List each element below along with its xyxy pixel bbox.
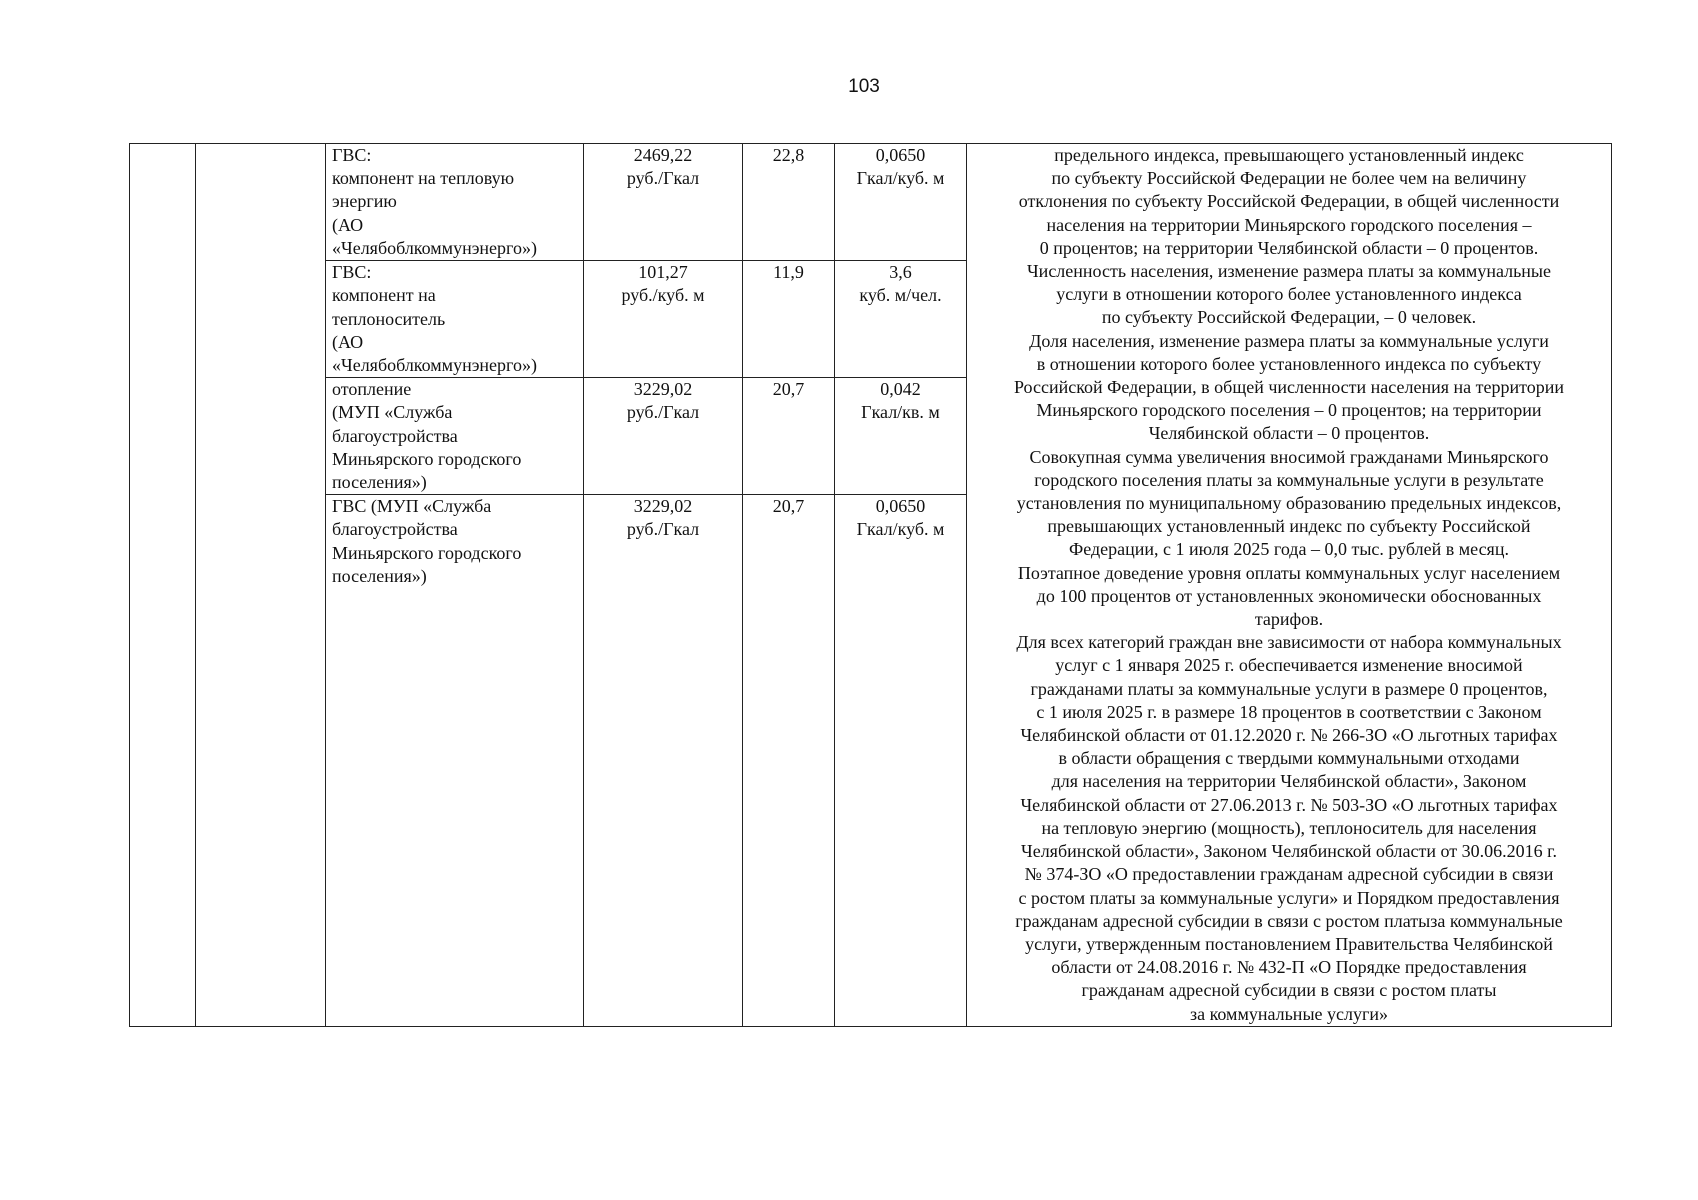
service-line: (МУП «Служба (332, 402, 453, 423)
service-line: теплоноситель (332, 308, 446, 329)
note-line: в области обращения с твердыми коммунальными отходами (1058, 748, 1520, 769)
norm-value: 0,0650 (875, 496, 926, 517)
note-line: отклонения по субъекту Российской Федерации, в общей численности (1018, 191, 1560, 212)
norm-value: 3,6 (889, 262, 912, 283)
note-cell (967, 144, 1612, 1027)
service-line: Миньярского городского (332, 448, 522, 469)
service-line: поселения») (332, 472, 427, 492)
empty-cell-b (196, 144, 326, 1027)
service-line: Миньярского городского (332, 542, 522, 563)
note-line: тарифов. (1254, 609, 1324, 630)
service-line: благоустройства (332, 519, 458, 540)
note-line: установления по муниципальному образованию предельных индексов, (1016, 493, 1562, 514)
note-line: населения на территории Миньярского городского поселения – (1046, 214, 1532, 235)
service-cell (326, 144, 584, 261)
note-line: Для всех категорий граждан вне зависимости от набора коммунальных (1016, 632, 1562, 653)
tariff-unit: руб./Гкал (626, 168, 700, 189)
tariff-value: 2469,22 (633, 145, 693, 165)
service-line: (АО (332, 214, 364, 235)
growth-cell (743, 261, 835, 378)
growth-cell (743, 378, 835, 495)
tariff-value: 101,27 (638, 262, 688, 283)
service-line: (АО (332, 331, 364, 352)
tariff-value: 3229,02 (633, 379, 693, 400)
service-cell (326, 261, 584, 378)
service-cell (326, 378, 584, 495)
note-line: услуги, утвержденным постановлением Правительства Челябинской (1025, 933, 1553, 954)
tariff-cell (584, 378, 743, 495)
table-row (130, 144, 1612, 261)
norm-unit: Гкал/куб. м (856, 168, 945, 189)
service-line: отопление (332, 379, 412, 400)
tariff-cell (584, 495, 743, 1026)
note-line: Челябинской области», Законом Челябинской области от 30.06.2016 г. (1021, 841, 1557, 862)
service-line: ГВС (МУП «Служба (332, 496, 492, 517)
note-line: услуг с 1 января 2025 г. обеспечивается изменение вносимой (1055, 655, 1523, 676)
note-line: в отношении которого более установленного индекса по субъекту (1036, 353, 1542, 374)
norm-cell (835, 495, 967, 1026)
note-line: по субъекту Российской Федерации не более чем на величину (1051, 168, 1527, 189)
growth-value: 20,7 (772, 496, 805, 517)
note-line: Российской Федерации, в общей численности населения на территории (1013, 377, 1565, 398)
norm-value: 0,0650 (875, 145, 926, 165)
note-line: до 100 процентов от установленных экономически обоснованных (1036, 585, 1542, 606)
tariff-unit: руб./куб. м (621, 285, 705, 306)
note-line: Совокупная сумма увеличения вносимой гражданами Миньярского (1029, 446, 1549, 467)
growth-cell (743, 144, 835, 261)
tariff-cell (584, 261, 743, 378)
norm-unit: Гкал/кв. м (861, 402, 940, 423)
note-line: Челябинской области – 0 процентов. (1148, 423, 1430, 444)
norm-unit: Гкал/куб. м (856, 519, 945, 540)
tariff-unit: руб./Гкал (626, 402, 700, 423)
note-line: Доля населения, изменение размера платы за коммунальные услуги (1029, 330, 1549, 351)
norm-value: 0,042 (880, 379, 921, 400)
growth-cell (743, 495, 835, 1026)
tariff-table (129, 143, 1612, 1027)
note-line: Поэтапное доведение уровня оплаты коммунальных услуг населением (1017, 562, 1561, 583)
service-line: энергию (332, 191, 397, 212)
service-line: «Челябоблкоммунэнерго») (332, 237, 537, 258)
note-line: по субъекту Российской Федерации, – 0 человек. (1101, 307, 1477, 328)
note-line: Численность населения, изменение размера платы за коммунальные (1026, 261, 1552, 282)
service-cell (326, 495, 584, 1026)
growth-value: 11,9 (773, 262, 804, 283)
service-line: компонент на (332, 285, 436, 306)
service-line: «Челябоблкоммунэнерго») (332, 354, 537, 375)
note-line: Челябинской области от 27.06.2013 г. № 503-ЗО «О льготных тарифах (1020, 794, 1558, 815)
note-line: услуги в отношении которого более установленного индекса (1056, 284, 1522, 305)
note-line: за коммунальные услуги» (1189, 1003, 1389, 1024)
tariff-cell (584, 144, 743, 261)
note-line: гражданам адресной субсидии в связи с ростом платыза коммунальные (1015, 910, 1563, 931)
note-line: 0 процентов; на территории Челябинской области – 0 процентов. (1039, 237, 1539, 258)
tariff-value: 3229,02 (633, 496, 693, 517)
growth-value: 22,8 (772, 145, 805, 165)
service-line: ГВС: (332, 262, 372, 283)
note-line: Челябинской области от 01.12.2020 г. № 266-ЗО «О льготных тарифах (1020, 725, 1558, 746)
note-line: Миньярского городского поселения – 0 процентов; на территории (1036, 400, 1542, 421)
note-line: для населения на территории Челябинской области», Законом (1051, 771, 1527, 792)
note-line: городского поселения платы за коммунальные услуги в результате (1034, 469, 1544, 490)
norm-cell (835, 378, 967, 495)
note-line: предельного индекса, превышающего установленный индекс (1054, 145, 1524, 165)
norm-cell (835, 261, 967, 378)
growth-value: 20,7 (772, 379, 805, 400)
tariff-unit: руб./Гкал (626, 519, 700, 540)
service-line: поселения») (332, 565, 427, 586)
service-line: компонент на тепловую (332, 168, 515, 189)
note-line: области от 24.08.2016 г. № 432-П «О Порядке предоставления (1051, 957, 1527, 978)
empty-cell-a (130, 144, 196, 1027)
norm-cell (835, 144, 967, 261)
norm-unit: куб. м/чел. (859, 285, 942, 306)
note-line: гражданами платы за коммунальные услуги в размере 0 процентов, (1030, 678, 1548, 699)
note-line: на тепловую энергию (мощность), теплоноситель для населения (1041, 817, 1537, 838)
service-line: ГВС: (332, 145, 372, 165)
service-line: благоустройства (332, 425, 458, 446)
note-line: с 1 июля 2025 г. в размере 18 процентов в соответствии с Законом (1036, 701, 1542, 722)
note-line: № 374-ЗО «О предоставлении гражданам адресной субсидии в связи (1024, 864, 1554, 885)
note-line: Федерации, с 1 июля 2025 года – 0,0 тыс. рублей в месяц. (1069, 539, 1509, 560)
note-line: с ростом платы за коммунальные услуги» и Порядком предоставления (1018, 887, 1560, 908)
note-line: превышающих установленный индекс по субъекту Российской (1047, 516, 1531, 537)
note-line: гражданам адресной субсидии в связи с ростом платы (1081, 980, 1497, 1001)
page-number: 103 (848, 76, 880, 97)
